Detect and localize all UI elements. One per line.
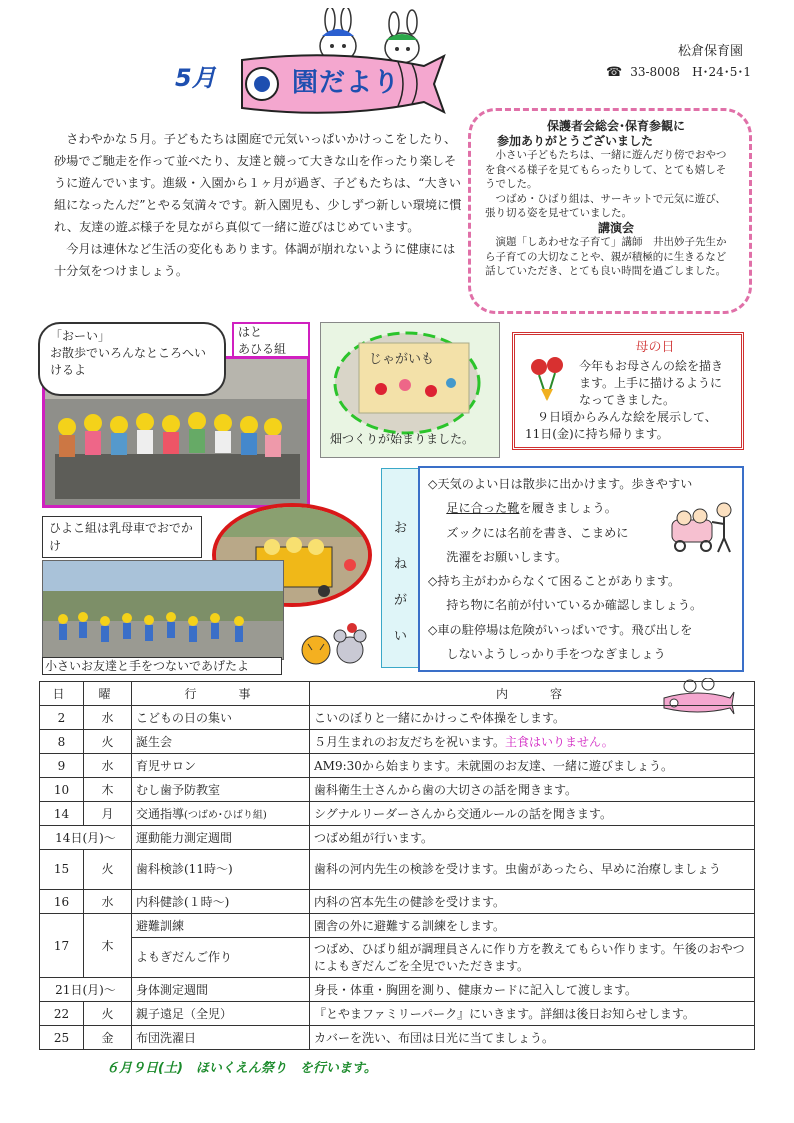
table-cell: 2	[40, 706, 84, 730]
mothers-day-box	[512, 332, 744, 450]
note-text: 主食はいりません。	[505, 735, 614, 749]
mothers-day-title: 母の日	[635, 340, 675, 355]
school-name: 松倉保育園	[678, 44, 744, 59]
mothers-day-text: 今年もお母さんの絵を描きます。上手に描けるようになってきました。	[579, 359, 724, 407]
table-cell: 22	[40, 1002, 84, 1026]
onegai-tag: お ね が い	[381, 468, 419, 668]
table-row	[40, 778, 755, 802]
table-cell: 9	[40, 754, 84, 778]
carnation-icon	[525, 353, 569, 403]
table-cell: ５月生まれのお友だちを祝います。主食はいりません。	[310, 730, 755, 754]
field-sign-text: じゃがいも	[369, 352, 435, 367]
table-cell: よもぎだんご作り	[132, 938, 310, 978]
table-cell: AM9:30から始まります。未就園のお友達、一緒に遊びましょう。	[310, 754, 755, 778]
table-cell: 14日(月)～	[40, 826, 132, 850]
request-item: しないようしっかり手をつなぎましょう	[446, 647, 666, 662]
table-cell: 身体測定週間	[132, 978, 310, 1002]
table-cell: 火	[84, 730, 132, 754]
month-label: 5月	[175, 64, 216, 92]
children-walking-photo	[43, 561, 283, 659]
mother-stroller-illustration	[668, 498, 738, 554]
table-row	[40, 850, 755, 890]
table-cell: 水	[84, 890, 132, 914]
table-cell: 『とやまファミリーパーク』にいきます。詳細は後日お知らせします。	[310, 1002, 755, 1026]
request-item: ズックには名前を書き、こまめに	[446, 525, 629, 540]
table-cell: 運動能力測定週間	[132, 826, 310, 850]
requests-box	[418, 466, 744, 672]
table-cell: 15	[40, 850, 84, 890]
table-row	[40, 938, 755, 978]
thanks-paragraph: 小さい子どもたちは、一緒に遊んだり傍でおやつを食べる様子を見てもらったりして、とても嬉しそうでした。	[485, 149, 727, 190]
table-cell: こどもの日の集い	[132, 706, 310, 730]
table-cell: 育児サロン	[132, 754, 310, 778]
request-item: ◇車の駐停場は危険がいっぱいです。飛び出しを	[428, 622, 693, 637]
table-cell: 歯科検診(11時～)	[132, 850, 310, 890]
table-row	[40, 730, 755, 754]
stroller-caption: ひよこ組は乳母車でおでかけ	[42, 516, 202, 558]
request-item: 持ち物に名前が付いているか確認しましょう。	[446, 598, 703, 613]
schedule-table	[39, 681, 755, 1050]
table-cell: 歯科衛生士さんから歯の大切さの話を聞きます。	[310, 778, 755, 802]
intro-text	[54, 128, 466, 282]
phone-date-line: ☎ 33-8008 H･24･5･1	[606, 65, 752, 80]
table-cell: 月	[84, 802, 132, 826]
request-item: ◇持ち主がわからなくて困ることがあります。	[428, 574, 681, 589]
table-cell: つばめ、ひばり組が調理員さんに作り方を教えてもらい作ります。午後のおやつによもぎだんごを全児でいただきます。	[310, 938, 755, 978]
table-cell: 火	[84, 1002, 132, 1026]
table-row	[40, 706, 755, 730]
column-header: 行 事	[132, 682, 310, 706]
table-cell: つばめ組が行います。	[310, 826, 755, 850]
telephone-icon: ☎	[606, 65, 623, 80]
table-cell: 14	[40, 802, 84, 826]
intro-paragraph: さわやかな５月。子どもたちは園庭で元気いっぱいかけっこをしたり、砂場でご馳走を作って並べたり、友達と競って大きな山を作ったり楽しそうに遊んでいます。進級・入園から１ヶ月が過ぎ、子どもたちは、“大きい組になったんだ”とやる気満々です。新入園児も、少しずつ新しい環境に慣れ、友達の遊ぶ様子を見ながら真似て一緒に遊びはじめています。	[54, 132, 462, 234]
table-cell: 園舎の外に避難する訓練をします。	[310, 914, 755, 938]
table-cell: シグナルリーダーさんから交通ルールの話を聞きます。	[310, 802, 755, 826]
field-caption: 畑つくりが始まりました。	[330, 432, 475, 446]
table-cell: 木	[84, 914, 132, 978]
table-cell: 金	[84, 1026, 132, 1050]
table-cell: 17	[40, 914, 84, 978]
table-row	[40, 1026, 755, 1050]
table-row	[40, 1002, 755, 1026]
table-cell: 10	[40, 778, 84, 802]
table-header-row	[40, 682, 755, 706]
table-cell: 25	[40, 1026, 84, 1050]
walk-photo	[42, 560, 284, 660]
thanks-notice-box	[468, 108, 752, 314]
table-row	[40, 802, 755, 826]
table-row	[40, 754, 755, 778]
request-item: 足に合った靴を履きましょう。	[446, 501, 617, 516]
table-row	[40, 826, 755, 850]
table-cell: 交通指導(つばめ･ひばり組)	[132, 802, 310, 826]
table-cell: 内科の宮本先生の健診を受けます。	[310, 890, 755, 914]
table-cell: 21日(月)～	[40, 978, 132, 1002]
tiger-mouse-mascots-illustration	[296, 620, 376, 672]
mothers-day-text: ９日頃からみんな絵を展示して、11日(金)に持ち帰ります。	[525, 410, 717, 441]
table-row	[40, 890, 755, 914]
table-cell: 水	[84, 706, 132, 730]
festival-announcement: ６月９日(土) ほいくえん祭り を行います。	[106, 1061, 377, 1076]
group-label: はと あひる組	[238, 325, 287, 356]
request-item: ◇天気のよい日は散歩に出かけます。歩きやすい	[428, 477, 693, 491]
walk-caption: 小さいお友達と手をつないであげたよ	[42, 657, 282, 675]
table-cell: 木	[84, 778, 132, 802]
table-cell: 親子遠足（全児）	[132, 1002, 310, 1026]
table-cell: カバーを洗い、布団は日光に当てましょう。	[310, 1026, 755, 1050]
request-item: 洗濯をお願いします。	[446, 549, 568, 564]
column-header: 日	[40, 682, 84, 706]
table-cell: 身長・体重・胸囲を測り、健康カードに記入して渡します。	[310, 978, 755, 1002]
thanks-subheading: 参加ありがとうございました	[497, 133, 654, 148]
intro-paragraph: 今月は連休など生活の変化もあります。体調が崩れないように健康には十分気をつけましょう。	[54, 242, 456, 278]
column-header: 内 容	[310, 682, 755, 706]
table-cell: 16	[40, 890, 84, 914]
table-cell: こいのぼりと一緒にかけっこや体操をします。	[310, 706, 755, 730]
table-row	[40, 914, 755, 938]
speech-bubble: 「おーい」 お散歩でいろんなところへいけるよ	[38, 322, 226, 396]
lecture-heading: 講演会	[597, 220, 634, 235]
table-cell: 水	[84, 754, 132, 778]
lecture-paragraph: 演題「しあわせな子育て」講師 井出妙子先生から子育ての大切なことや、親が積極的に生きるなど話していただき、とても良い時間を過ごしました。	[485, 236, 727, 277]
newsletter-title: 園だより	[292, 68, 401, 98]
thanks-paragraph: つばめ・ひばり組は、サーキットで元気に遊び、張り切る姿を見せていました。	[485, 192, 726, 219]
table-cell: 歯科の河内先生の検診を受けます。虫歯があったら、早めに治療しましょう	[310, 850, 755, 890]
table-cell: むし歯予防教室	[132, 778, 310, 802]
table-cell: 誕生会	[132, 730, 310, 754]
column-header: 曜	[84, 682, 132, 706]
table-row	[40, 978, 755, 1002]
table-cell: 内科健診(１時～)	[132, 890, 310, 914]
table-cell: 布団洗濯日	[132, 1026, 310, 1050]
thanks-heading: 保護者会総会･保育参観に	[546, 119, 685, 133]
table-cell: 8	[40, 730, 84, 754]
table-cell: 避難訓練	[132, 914, 310, 938]
table-cell: 火	[84, 850, 132, 890]
